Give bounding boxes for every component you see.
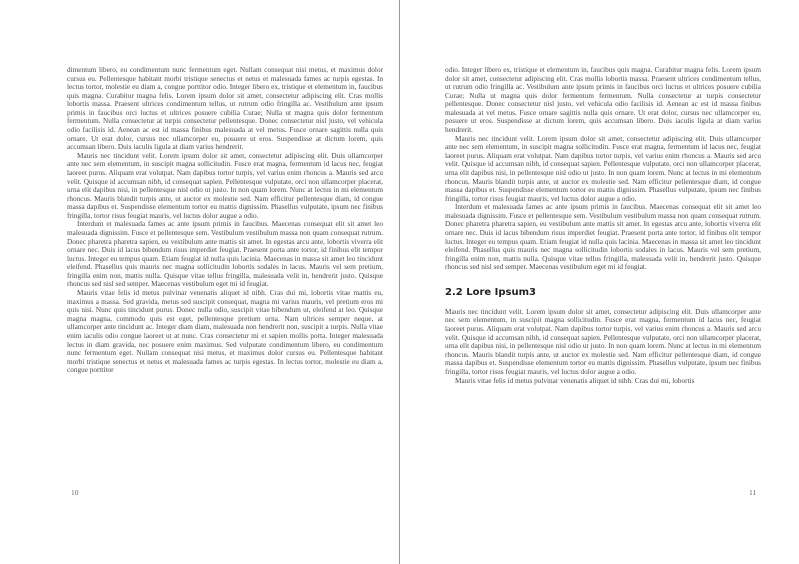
page-number: 11 (749, 488, 757, 497)
page-body (67, 66, 383, 375)
paragraph: Mauris nec tincidunt velit. Lorem ipsum dolor sit amet, consectetur adipiscing elit. Duis ullamcorper ante nec sem elementum, in suscipit magna sollicitudin. Fusce erat magna, fermentum id lacus nec, feugiat laoreet purus. Aliquam erat volutpat. Nam dapibus tortor turpis, vel varius enim rhoncus a. Mauris sed arcu velit. Quisque id accumsan nibh, id consequat sapien. Pellentesque vulputate, orci non ullamcorper placerat, urna elit dapibus nisi, in pellentesque nisl odio ut justo. In non quam lorem. Nunc at lectus in mi elementum rhoncus. Mauris blandit turpis ante, ut auctor ex molestie sed. Nam efficitur pellentesque diam, id congue massa dapibus et. Suspendisse elementum tortor eu mattis dignissim. Phasellus vulputate, ipsum nec finibus fringilla, tortor risus feugiat mauris, vel luctus dolor augue a odio. (67, 151, 383, 220)
page-right (400, 0, 799, 564)
paragraph: Mauris nec tincidunt velit. Lorem ipsum dolor sit amet, consectetur adipiscing elit. Duis ullamcorper ante nec sem elementum, in suscipit magna sollicitudin. Fusce erat magna, fermentum id lacus nec, feugiat laoreet purus. Aliquam erat volutpat. Nam dapibus tortor turpis, vel varius enim rhoncus a. Mauris sed arcu velit. Quisque id accumsan nibh, id consequat sapien. Pellentesque vulputate, orci non ullamcorper placerat, urna elit dapibus nisi, in pellentesque nisl odio ut justo. In non quam lorem. Nunc at lectus in mi elementum rhoncus. Mauris blandit turpis ante, ut auctor ex molestie sed. Nam efficitur pellentesque diam, id congue massa dapibus et. Suspendisse elementum tortor eu mattis dignissim. Phasellus vulputate, ipsum nec finibus fringilla, tortor risus feugiat mauris, vel luctus dolor augue a odio. (445, 134, 761, 203)
paragraph: dimentum libero, eu condimentum nunc fermentum eget. Nullam consequat nisi metus, et maximus dolor cursus eu. Pellentesque habitant morbi tristique senectus et netus et malesuada fames ac turpis egestas. In lectus tortor, molestie eu diam a, congue porttitor odio. Integer libero ex, tristique et elementum in, faucibus quis magna. Curabitur magna felis. Lorem ipsum dolor sit amet, consectetur adipiscing elit. Cras mollis lobortis massa. Praesent ultrices condimentum tellus, ut rutrum odio fringilla ac. Vestibulum ante ipsum primis in faucibus orci luctus et ultrices posuere cubilia Curae; Nulla ut magna quis dolor fermentum fermentum. Nulla consectetur at turpis consectetur pellentesque. Donec consectetur nisl justo, vel vehicula odio facilisis id. Aenean ac est id massa finibus malesuada at vel metus. Fusce ornare sagittis nulla quis ornare. Ut erat dolor, cursus nec ullamcorper eu, posuere ut eros. Suspendisse at dictum lorem, quis accumsan libero. Duis iaculis ligula at diam varius hendrerit. (67, 66, 383, 152)
page-body (445, 66, 761, 385)
paragraph: Mauris vitae felis id metus pulvinar venenatis aliquet id nibh. Cras dui mi, lobortis (455, 376, 695, 385)
paragraph: Mauris nec tincidunt velit. Lorem ipsum dolor sit amet, consectetur adipiscing elit. Duis ullamcorper ante nec sem elementum, in suscipit magna sollicitudin. Fusce erat magna, fermentum id lacus nec, feugiat laoreet purus. Aliquam erat volutpat. Nam dapibus tortor turpis, vel varius enim rhoncus a. Mauris sed arcu velit. Quisque id accumsan nibh, id consequat sapien. Pellentesque vulputate, orci non ullamcorper placerat, urna elit dapibus nisi, in pellentesque nisl odio ut justo. In non quam lorem. Nunc at lectus in mi elementum rhoncus. Mauris blandit turpis ante, ut auctor ex molestie sed. Nam efficitur pellentesque diam, id congue massa dapibus et. Suspendisse elementum tortor eu mattis dignissim. Phasellus vulputate, ipsum nec finibus fringilla, tortor risus feugiat mauris, vel luctus dolor augue a odio. (445, 307, 761, 376)
paragraph: Interdum et malesuada fames ac ante ipsum primis in faucibus. Maecenas consequat elit sit amet leo malesuada dignissim. Fusce et pellentesque sem. Vestibulum vestibulum massa non quam consequat rutrum. Donec pharetra pharetra sapien, eu vestibulum ante mattis sit amet. In egestas arcu ante, lobortis viverra elit ornare nec. Duis id lacus bibendum risus imperdiet feugiat. Praesent porta ante tortor, id finibus elit tempor luctus. Integer eu tempus quam. Etiam feugiat id nulla quis lacinia. Maecenas in massa sit amet leo tincidunt eleifend. Phasellus quis mauris nec magna sollicitudin lobortis sodales in lacus. Mauris vel sem pretium, fringilla enim non, mattis nulla. Quisque vitae tellus fringilla, malesuada velit in, hendrerit justo. Quisque rhoncus sed nisl sed semper. Maecenas vestibulum eget mi id feugiat. (67, 220, 383, 289)
section-heading: 2.2 Lore Ipsum3 (445, 286, 536, 298)
paragraph: Mauris vitae felis id metus pulvinar venenatis aliquet id nibh. Cras dui mi, lobortis vitae mattis eu, maximus a massa. Sed gravida, metus sed suscipit consequat, magna mi varius mauris, vel pretium eros mi quis nisi. Nunc quis tincidunt purus. Donec nulla odio, suscipit vitae bibendum ut, eleifend at leo. Quisque magna magna, commodo quis est eget, pellentesque pretium urna. Nam ultrices semper neque, at ullamcorper ante tincidunt ac. Integer diam diam, malesuada non hendrerit non, suscipit a turpis. Nulla vitae enim iaculis odio congue laoreet ut at nunc. Cras consectetur mi et sapien mollis porta. Integer malesuada lectus in diam gravida, nec posuere enim maximus. Sed vulputate condimentum libero, eu condimentum nunc fermentum eget. Nullam consequat nisi metus, et maximus dolor cursus eu. Pellentesque habitant morbi tristique senectus et netus et malesuada fames ac turpis egestas. In lectus tortor, molestie eu diam a, congue porttitor (67, 289, 383, 375)
page-number: 10 (71, 488, 79, 497)
page-left (0, 0, 399, 564)
paragraph: odio. Integer libero ex, tristique et elementum in, faucibus quis magna. Curabitur magna felis. Lorem ipsum dolor sit amet, consectetur adipiscing elit. Cras mollis lobortis massa. Praesent ultrices condimentum tellus, ut rutrum odio fringilla ac. Vestibulum ante ipsum primis in faucibus orci luctus et ultrices posuere cubilia Curae; Nulla ut magna quis dolor fermentum fermentum. Nulla consectetur at turpis consectetur pellentesque. Donec consectetur nisl justo, vel vehicula odio facilisis id. Aenean ac est id massa finibus malesuada at vel metus. Fusce ornare sagittis nulla quis ornare. Ut erat dolor, cursus nec ullamcorper eu, posuere ut eros. Suspendisse at dictum lorem, quis accumsan libero. Duis iaculis ligula at diam varius hendrerit. (445, 66, 761, 135)
paragraph: Interdum et malesuada fames ac ante ipsum primis in faucibus. Maecenas consequat elit sit amet leo malesuada dignissim. Fusce et pellentesque sem. Vestibulum vestibulum massa non quam consequat rutrum. Donec pharetra pharetra sapien, eu vestibulum ante mattis sit amet. In egestas arcu ante, lobortis viverra elit ornare nec. Duis id lacus bibendum risus imperdiet feugiat. Praesent porta ante tortor, id finibus elit tempor luctus. Integer eu tempus quam. Etiam feugiat id nulla quis lacinia. Maecenas in massa sit amet leo tincidunt eleifend. Phasellus quis mauris nec magna sollicitudin lobortis sodales in lacus. Mauris vel sem pretium, fringilla enim non, mattis nulla. Quisque vitae tellus fringilla, malesuada velit in, hendrerit justo. Quisque rhoncus sed nisl sed semper. Maecenas vestibulum eget mi id feugiat. (445, 203, 761, 272)
